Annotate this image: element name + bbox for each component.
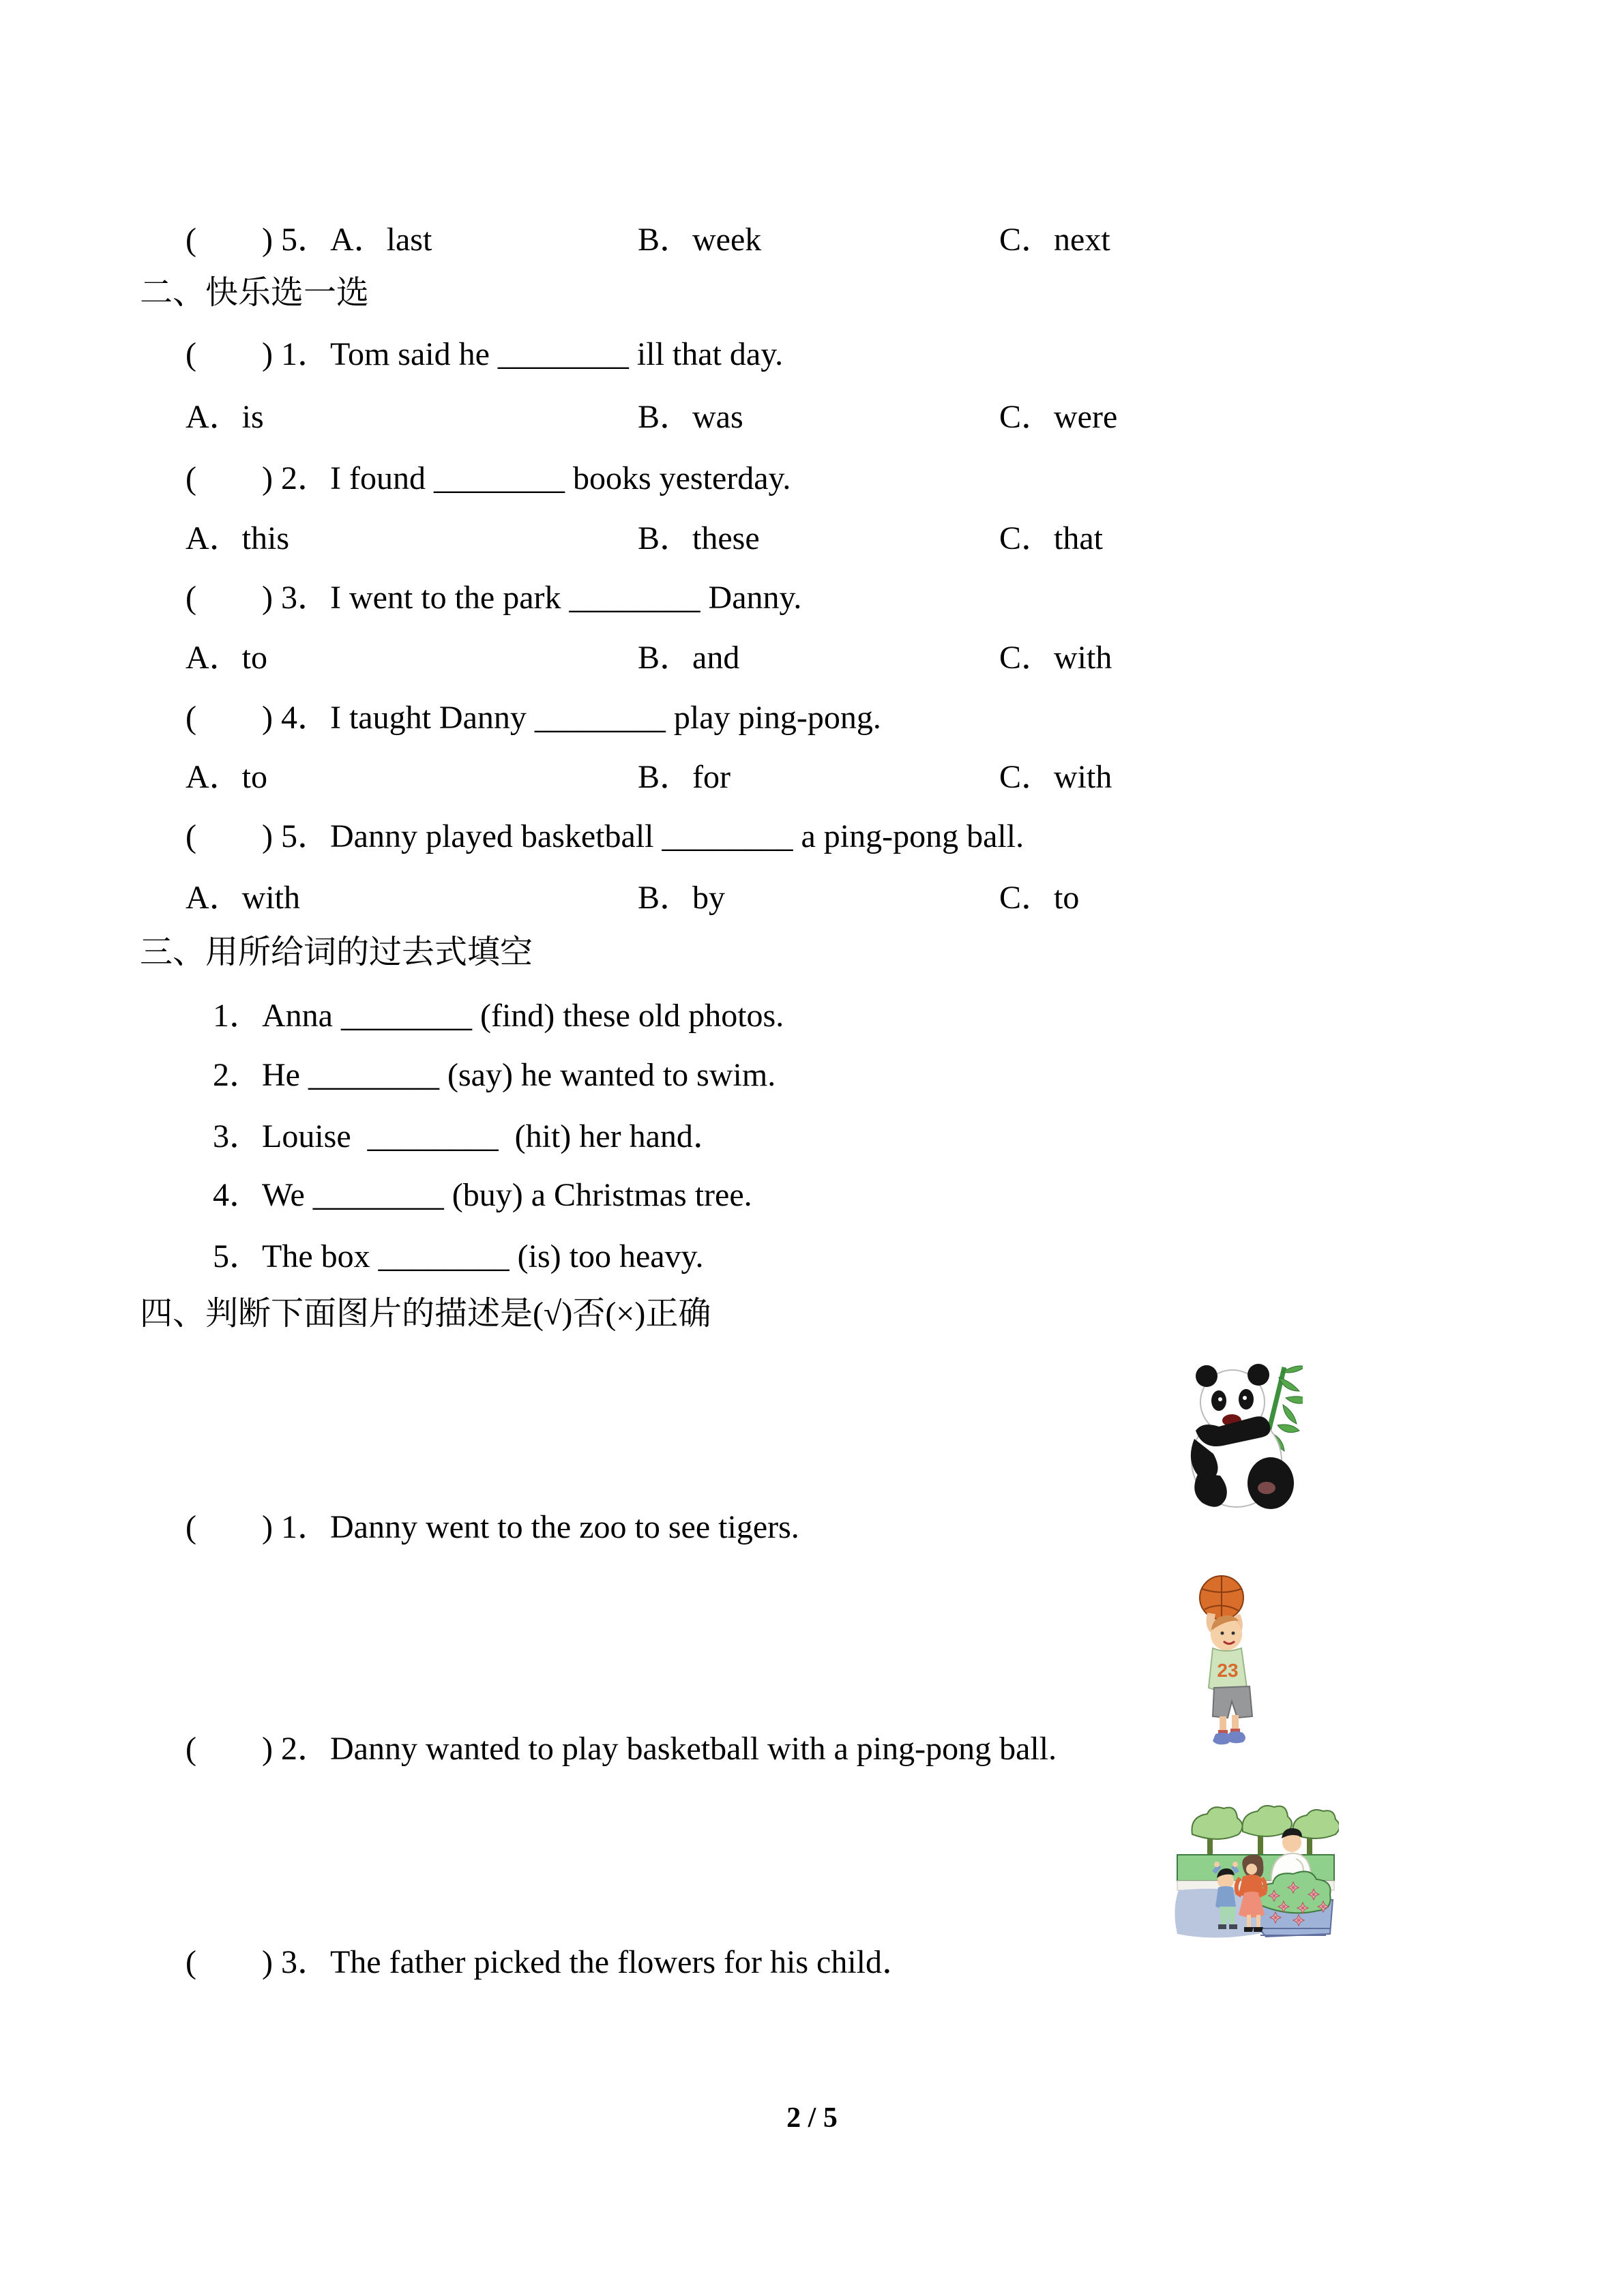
panda-ear-right <box>1247 1364 1269 1386</box>
section4-item-2: ( ) 2．Danny wanted to play basketball with a ping-pong ball. <box>186 1731 1057 1767</box>
q4-option-b: B．for <box>638 759 730 795</box>
jersey-number: 23 <box>1217 1660 1239 1681</box>
section2-question-2: ( ) 2．I found ________ books yesterday. <box>186 460 791 496</box>
q1-option-a: A．is <box>186 399 264 435</box>
q2-option-c: C．that <box>999 520 1103 556</box>
section2-question-1: ( ) 1．Tom said he ________ ill that day. <box>186 336 784 372</box>
trees <box>1192 1806 1339 1858</box>
section4-heading: 四、判断下面图片的描述是(√)否(×)正确 <box>140 1296 711 1332</box>
boy-shoe-right <box>1226 1731 1245 1743</box>
section2-q2-options <box>0 520 1624 562</box>
boy-holding-basketball-illustration <box>1192 1572 1267 1746</box>
section2-q5-options <box>0 879 1624 921</box>
section4-item-1: ( ) 1．Danny went to the zoo to see tigers. <box>186 1509 799 1545</box>
section2-question-3: ( ) 3．I went to the park ________ Danny. <box>186 580 802 616</box>
q2-option-a: A．this <box>186 520 290 556</box>
section4-item-3: ( ) 3．The father picked the flowers for his child． <box>186 1944 915 1980</box>
q3-option-b: B．and <box>638 640 740 676</box>
park-illustration-svg <box>1172 1802 1339 1946</box>
q4-option-c: C．with <box>999 759 1112 795</box>
panda-eating-bamboo-illustration <box>1183 1357 1303 1510</box>
family-in-park-illustration <box>1172 1802 1339 1946</box>
q5-option-c: C．to <box>999 880 1080 916</box>
section2-question-4: ( ) 4．I taught Danny ________ play ping-pong. <box>186 700 881 736</box>
section2-question-5: ( ) 5．Danny played basketball ________ a ping-pong ball. <box>186 818 1024 854</box>
panda-ear-left <box>1196 1365 1217 1387</box>
q1-option-b: B．was <box>638 399 743 435</box>
panda-footpad <box>1258 1482 1275 1494</box>
section2-q1-options <box>0 398 1624 441</box>
section3-item-5: 5．The box ________ (is) too heavy. <box>213 1238 704 1274</box>
section3-item-1: 1．Anna ________ (find) these old photos. <box>213 998 784 1034</box>
section2-heading: 二、快乐选一选 <box>140 275 370 311</box>
prev-q5-option-row <box>0 221 1624 263</box>
q4-option-a: A．to <box>186 759 268 795</box>
boy-illustration-svg <box>1192 1572 1267 1746</box>
page-number: 2 / 5 <box>786 2102 838 2134</box>
q2-option-b: B．these <box>638 520 760 556</box>
q3-option-c: C．with <box>999 640 1112 676</box>
section2-q3-options <box>0 639 1624 681</box>
q3-option-a: A．to <box>186 640 268 676</box>
section3-heading: 三、用所给词的过去式填空 <box>140 934 533 970</box>
section3-item-3: 3．Louise ________ (hit) her hand． <box>213 1118 726 1154</box>
boy-shorts <box>1213 1686 1252 1718</box>
q1-option-c: C．were <box>999 399 1118 435</box>
section2-q4-options <box>0 758 1624 801</box>
q5-option-a: A．with <box>186 880 301 916</box>
section3-item-2: 2．He ________ (say) he wanted to swim. <box>213 1057 776 1093</box>
prev-q5-answer-blank-and-option-a: ( ) 5．A．last <box>186 222 432 258</box>
q5-option-b: B．by <box>638 880 726 916</box>
prev-q5-option-b: B．week <box>638 222 762 258</box>
section3-item-4: 4．We ________ (buy) a Christmas tree. <box>213 1177 752 1213</box>
panda-illustration-svg <box>1183 1357 1303 1510</box>
prev-q5-option-c: C．next <box>999 222 1110 258</box>
